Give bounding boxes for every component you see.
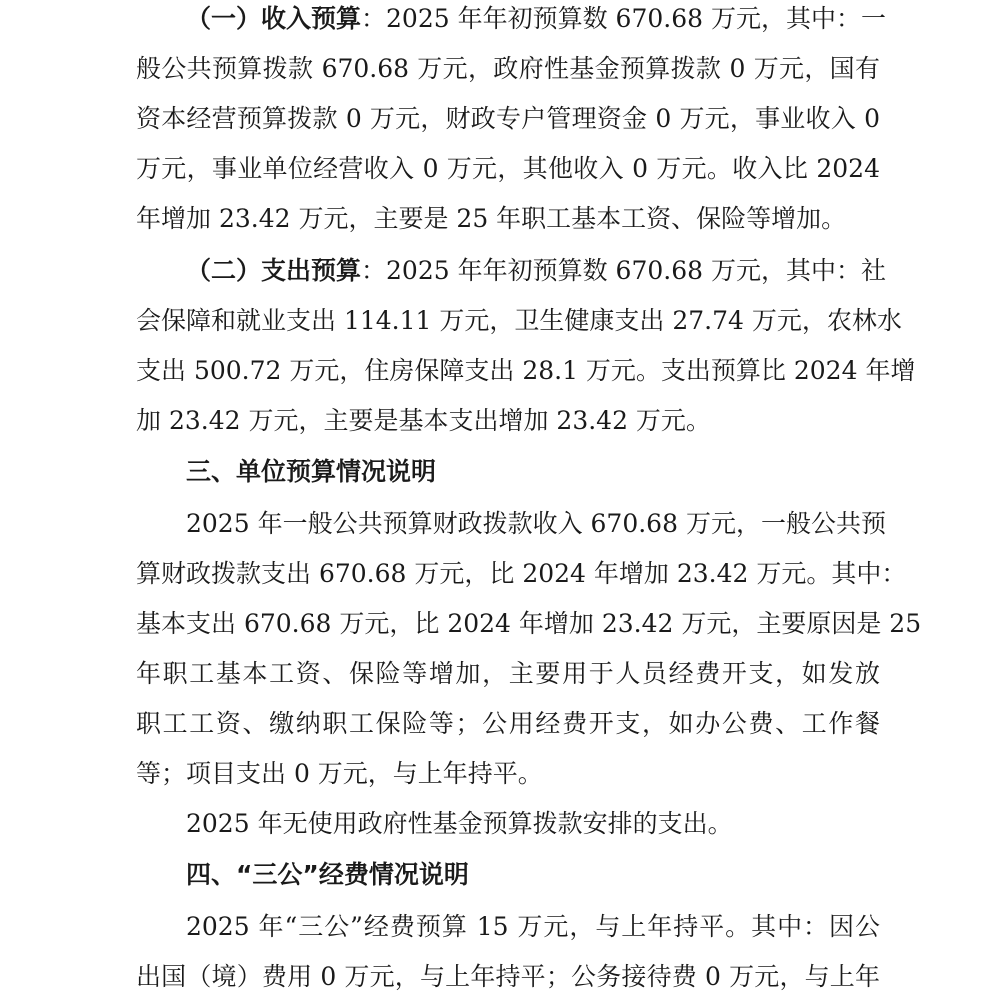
- expense-paragraph-line: 会保障和就业支出 114.11 万元，卫生健康支出 27.74 万元，农林水: [136, 306, 902, 335]
- section-four-line: 出国（境）费用 0 万元，与上年持平；公务接待费 0 万元，与上年: [136, 962, 880, 991]
- expense-paragraph-line: （二）支出预算：2025 年年初预算数 670.68 万元，其中：社: [186, 256, 886, 285]
- expense-label: （二）支出预算: [186, 256, 362, 285]
- income-label: （一）收入预算: [186, 4, 362, 33]
- section-three-line: 等；项目支出 0 万元，与上年持平。: [136, 759, 543, 788]
- income-paragraph-line: 般公共预算拨款 670.68 万元，政府性基金预算拨款 0 万元，国有: [136, 54, 880, 83]
- income-paragraph-line: 年增加 23.42 万元，主要是 25 年职工基本工资、保险等增加。: [136, 204, 847, 233]
- section-four-line: 2025 年“三公”经费预算 15 万元，与上年持平。其中：因公: [186, 912, 880, 941]
- section-four-heading: 四、“三公”经费情况说明: [186, 860, 469, 889]
- expense-paragraph-line: 加 23.42 万元，主要是基本支出增加 23.42 万元。: [136, 406, 711, 435]
- section-three-line: 基本支出 670.68 万元，比 2024 年增加 23.42 万元，主要原因是 25: [136, 609, 922, 638]
- section-three-line: 职工工资、缴纳职工保险等；公用经费开支，如办公费、工作餐: [136, 709, 880, 738]
- income-paragraph-line: 万元，事业单位经营收入 0 万元，其他收入 0 万元。收入比 2024: [136, 154, 880, 183]
- gov-fund-note: 2025 年无使用政府性基金预算拨款安排的支出。: [186, 809, 733, 838]
- section-three-heading: 三、单位预算情况说明: [186, 457, 437, 486]
- expense-paragraph-line: 支出 500.72 万元，住房保障支出 28.1 万元。支出预算比 2024 年增: [136, 356, 916, 385]
- income-paragraph-line: （一）收入预算：2025 年年初预算数 670.68 万元，其中：一: [186, 4, 886, 33]
- section-three-line: 年职工基本工资、保险等增加，主要用于人员经费开支，如发放: [136, 659, 880, 688]
- section-three-line: 算财政拨款支出 670.68 万元，比 2024 年增加 23.42 万元。其中：: [136, 559, 907, 588]
- income-paragraph-line: 资本经营预算拨款 0 万元，财政专户管理资金 0 万元，事业收入 0: [136, 104, 880, 133]
- section-three-line: 2025 年一般公共预算财政拨款收入 670.68 万元，一般公共预: [186, 509, 886, 538]
